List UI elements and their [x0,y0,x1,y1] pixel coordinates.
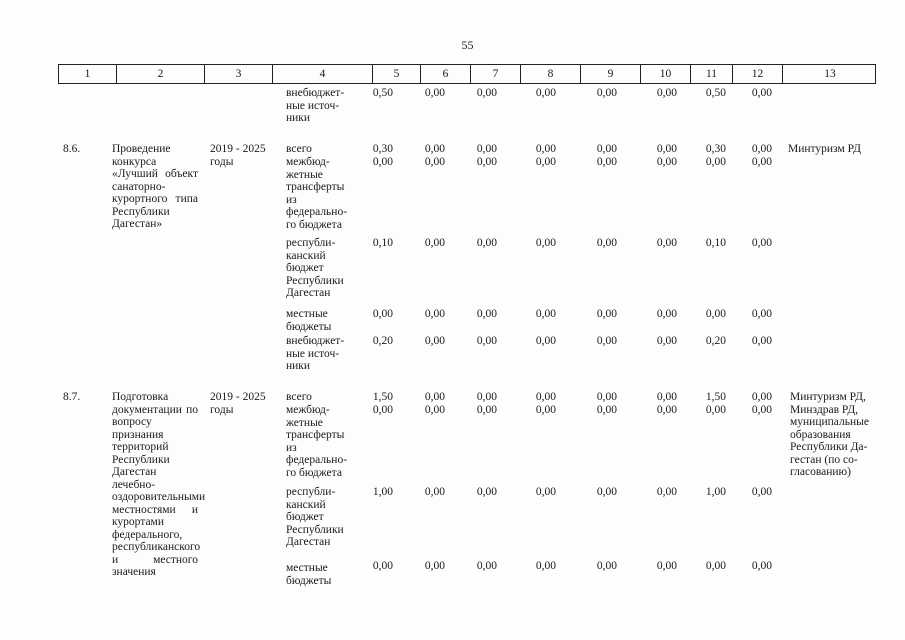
value-cell: 0,00 [476,391,497,403]
funding-source-label: республи- канский бюджет Республики Дагестан [286,486,344,548]
value-cell: 0,00 [705,560,726,572]
item-period: 2019 - 2025 годы [210,143,266,168]
header-col-9: 9 [581,65,641,83]
value-cell: 0,00 [596,87,617,99]
funding-source-label: внебюджет- ные источ- ники [286,335,345,372]
value-cell: 0,50 [372,87,393,99]
header-col-1: 1 [59,65,117,83]
value-cell: 0,00 [705,156,726,168]
value-cell: 0,00 [424,87,445,99]
value-cell: 0,00 [751,404,772,416]
header-col-2: 2 [117,65,205,83]
value-cell: 0,10 [705,237,726,249]
value-cell: 0,00 [424,404,445,416]
value-cell: 0,00 [476,87,497,99]
value-cell: 0,00 [751,143,772,155]
value-cell: 0,00 [751,335,772,347]
value-cell: 0,00 [596,560,617,572]
value-cell: 0,00 [535,237,556,249]
value-cell: 0,30 [705,143,726,155]
value-cell: 0,00 [424,308,445,320]
item-period: 2019 - 2025 годы [210,391,266,416]
item-executor: Минтуризм РД [788,143,861,155]
value-cell: 0,00 [424,143,445,155]
value-cell: 0,30 [372,143,393,155]
value-cell: 0,20 [705,335,726,347]
value-cell: 0,00 [751,156,772,168]
value-cell: 0,00 [535,143,556,155]
value-cell: 0,00 [476,404,497,416]
value-cell: 0,00 [372,404,393,416]
value-cell: 0,00 [535,404,556,416]
funding-source-label: республи- канский бюджет Республики Дагестан [286,237,344,299]
item-number: 8.6. [63,143,81,155]
value-cell: 0,00 [751,391,772,403]
value-cell: 0,00 [656,404,677,416]
value-cell: 0,00 [656,335,677,347]
value-cell: 0,00 [656,156,677,168]
value-cell: 0,00 [596,237,617,249]
value-cell: 0,00 [656,87,677,99]
value-cell: 0,00 [372,560,393,572]
item-executor: Минтуризм РД, Минздрав РД, муниципальные образования Республики Да- гестан (по со- гласованию) [790,391,869,478]
funding-source-label: местные бюджеты [286,308,332,333]
header-col-12: 12 [733,65,783,83]
table-header-row [58,64,876,84]
value-cell: 0,00 [596,143,617,155]
header-col-6: 6 [421,65,471,83]
value-cell: 0,00 [596,486,617,498]
value-cell: 1,50 [372,391,393,403]
funding-source-label: межбюд- жетные трансферты из федерально- го бюджета [286,404,348,479]
value-cell: 0,00 [705,404,726,416]
funding-source-label: всего [286,391,312,403]
header-col-8: 8 [521,65,581,83]
value-cell: 0,00 [656,143,677,155]
header-col-4: 4 [273,65,373,83]
item-name: Проведение конкурса «Лучший объект санаторно-курортного типа Республики Дагестан» [112,143,198,230]
item-number: 8.7. [63,391,81,403]
value-cell: 1,50 [705,391,726,403]
value-cell: 0,00 [476,143,497,155]
value-cell: 0,00 [751,560,772,572]
value-cell: 0,00 [596,308,617,320]
value-cell: 0,10 [372,237,393,249]
value-cell: 0,00 [656,237,677,249]
funding-source-label: местные бюджеты [286,562,332,587]
value-cell: 1,00 [705,486,726,498]
value-cell: 0,00 [656,308,677,320]
header-col-7: 7 [471,65,521,83]
value-cell: 0,00 [705,308,726,320]
header-col-3: 3 [205,65,273,83]
value-cell: 0,00 [424,560,445,572]
value-cell: 0,00 [751,87,772,99]
value-cell: 0,00 [535,391,556,403]
value-cell: 0,00 [372,156,393,168]
value-cell: 0,00 [656,560,677,572]
header-col-11: 11 [691,65,733,83]
header-col-10: 10 [641,65,691,83]
value-cell: 0,00 [476,308,497,320]
page-number: 55 [461,38,474,52]
value-cell: 0,00 [424,486,445,498]
value-cell: 0,00 [596,391,617,403]
value-cell: 0,00 [596,335,617,347]
value-cell: 0,00 [476,335,497,347]
value-cell: 0,00 [751,308,772,320]
value-cell: 0,00 [424,156,445,168]
value-cell: 0,00 [535,335,556,347]
funding-source-label: межбюд- жетные трансферты из федерально- го бюджета [286,156,348,231]
value-cell: 0,50 [705,87,726,99]
value-cell: 0,00 [535,486,556,498]
value-cell: 0,00 [476,237,497,249]
value-cell: 0,00 [535,308,556,320]
value-cell: 0,00 [372,308,393,320]
value-cell: 0,00 [476,156,497,168]
value-cell: 1,00 [372,486,393,498]
funding-source-label: всего [286,143,312,155]
value-cell: 0,00 [656,486,677,498]
value-cell: 0,00 [535,560,556,572]
item-name: Подготовка документации по вопросу признания территорий Республики Дагестан лечебно-оздоровительными местностями и курортами федерального, республиканского и местного значения [112,391,206,578]
value-cell: 0,00 [751,486,772,498]
value-cell: 0,00 [424,391,445,403]
header-col-5: 5 [373,65,421,83]
value-cell: 0,20 [372,335,393,347]
value-cell: 0,00 [476,560,497,572]
value-cell: 0,00 [656,391,677,403]
funding-source-label: внебюджет- ные источ- ники [286,87,345,124]
header-col-13: 13 [824,68,836,80]
value-cell: 0,00 [535,156,556,168]
value-cell: 0,00 [424,237,445,249]
value-cell: 0,00 [476,486,497,498]
value-cell: 0,00 [596,156,617,168]
value-cell: 0,00 [596,404,617,416]
value-cell: 0,00 [751,237,772,249]
value-cell: 0,00 [424,335,445,347]
value-cell: 0,00 [535,87,556,99]
